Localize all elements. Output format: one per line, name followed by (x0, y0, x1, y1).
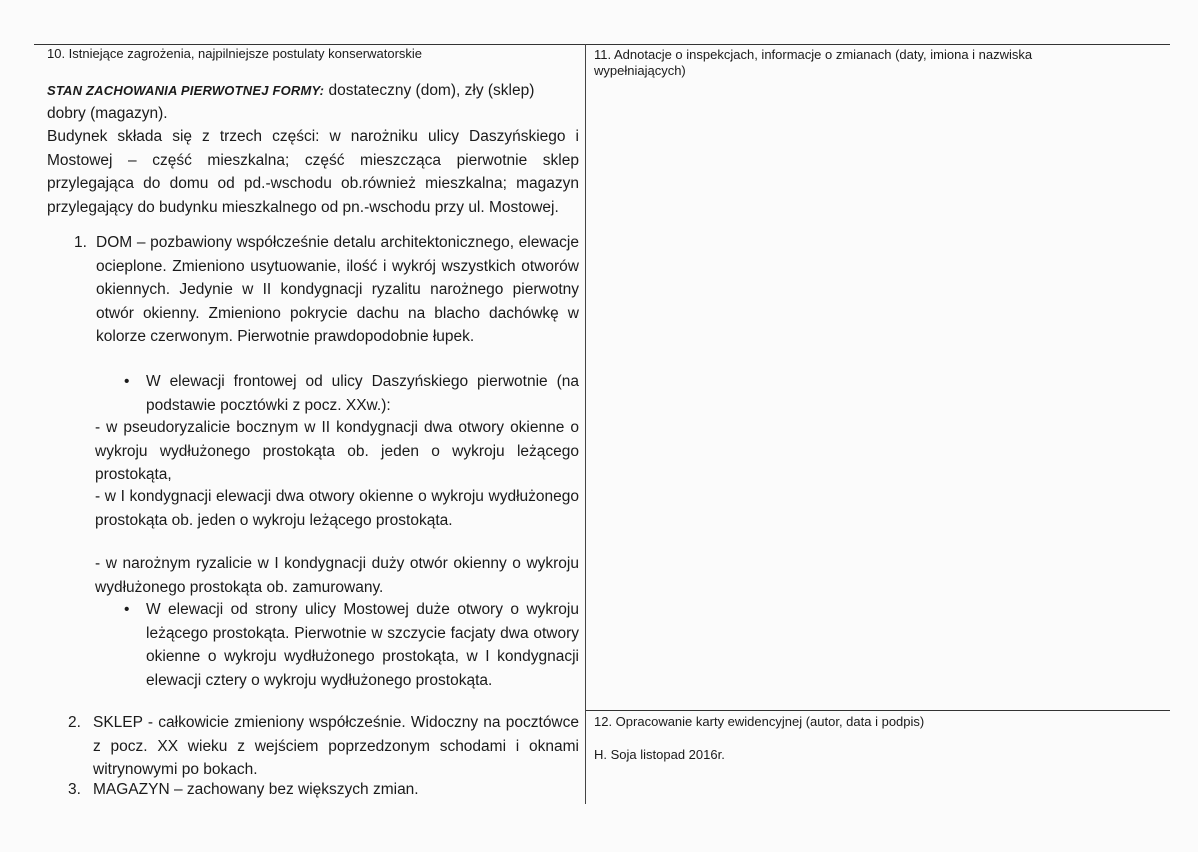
dash-item-1: - w pseudoryzalicie bocznym w II kondygnacji dwa otwory okienne o wykroju wydłużonego prostokąta ob. jeden o wykroju leżącego prostokąta, (95, 419, 579, 483)
top-rule (34, 44, 1170, 45)
state-line (47, 79, 582, 103)
section-12-rule (586, 710, 1170, 711)
state-value-continued: dobry (magazyn). (47, 105, 168, 122)
item-1-text: DOM – pozbawiony współcześnie detalu architektonicznego, elewacje ocieplone. Zmieniono usytuowanie, ilość i wykrój wszystkich otworów okiennych. Jedynie w II kondygnacji ryzalitu narożnego pierwotny otwór okienny. Zmieniono pokrycie dachu na blacho dachówkę w kolorze czerwonym. Pierwotnie prawdopodobnie łupek. (96, 234, 579, 345)
item-2-text: SKLEP - całkowicie zmieniony współcześnie. Widoczny na pocztówce z pocz. XX wieku z wejściem poprzedzonym schodami i oknami witrynowymi po bokach. (93, 714, 579, 778)
bullet-2-symbol: • (124, 601, 130, 618)
state-value: dostateczny (dom), zły (sklep) (324, 82, 535, 99)
bullet-1-text: W elewacji frontowej od ulicy Daszyńskiego pierwotnie (na podstawie pocztówki z pocz. XXw.): (146, 373, 579, 414)
item-3-text: MAGAZYN – zachowany bez większych zmian. (93, 781, 419, 798)
item-2-number: 2. (68, 714, 81, 731)
intro-paragraph: Budynek składa się z trzech części: w narożniku ulicy Daszyńskiego i Mostowej – część mieszkalna; część mieszcząca pierwotnie sklep przylegająca do domu od pd.-wschodu ob.również mieszkalna; magazyn przylegający do budynku mieszkalnego od pn.-wschodu przy ul. Mostowej. (47, 128, 579, 216)
item-1-number: 1. (74, 234, 87, 251)
bullet-1-symbol: • (124, 373, 130, 390)
author-signature: H. Soja listopad 2016r. (594, 747, 725, 762)
item-3-number: 3. (68, 781, 81, 798)
bullet-2-text: W elewacji od strony ulicy Mostowej duże otwory o wykroju leżącego prostokąta. Pierwotnie w szczycie facjaty dwa otwory okienne o wykroju wydłużonego prostokąta, w I kondygnacji elewacji cztery o wykroju wydłużonego prostokąta. (146, 601, 579, 689)
state-label: STAN ZACHOWANIA PIERWOTNEJ FORMY: (47, 83, 325, 98)
dash-item-2: - w I kondygnacji elewacji dwa otwory okienne o wykroju wydłużonego prostokąta ob. jeden o wykroju leżącego prostokąta. (95, 488, 579, 529)
section-11-heading: 11. Adnotacje o inspekcjach, informacje o zmianach (daty, imiona i nazwiska wypełniających) (594, 47, 1033, 78)
dash-item-3: - w narożnym ryzalicie w I kondygnacji duży otwór okienny o wykroju wydłużonego prostokąta ob. zamurowany. (95, 555, 579, 596)
column-divider (585, 44, 586, 804)
section-10-heading: 10. Istniejące zagrożenia, najpilniejsze postulaty konserwatorskie (47, 46, 423, 61)
section-12-heading: 12. Opracowanie karty ewidencyjnej (autor, data i podpis) (594, 714, 925, 729)
